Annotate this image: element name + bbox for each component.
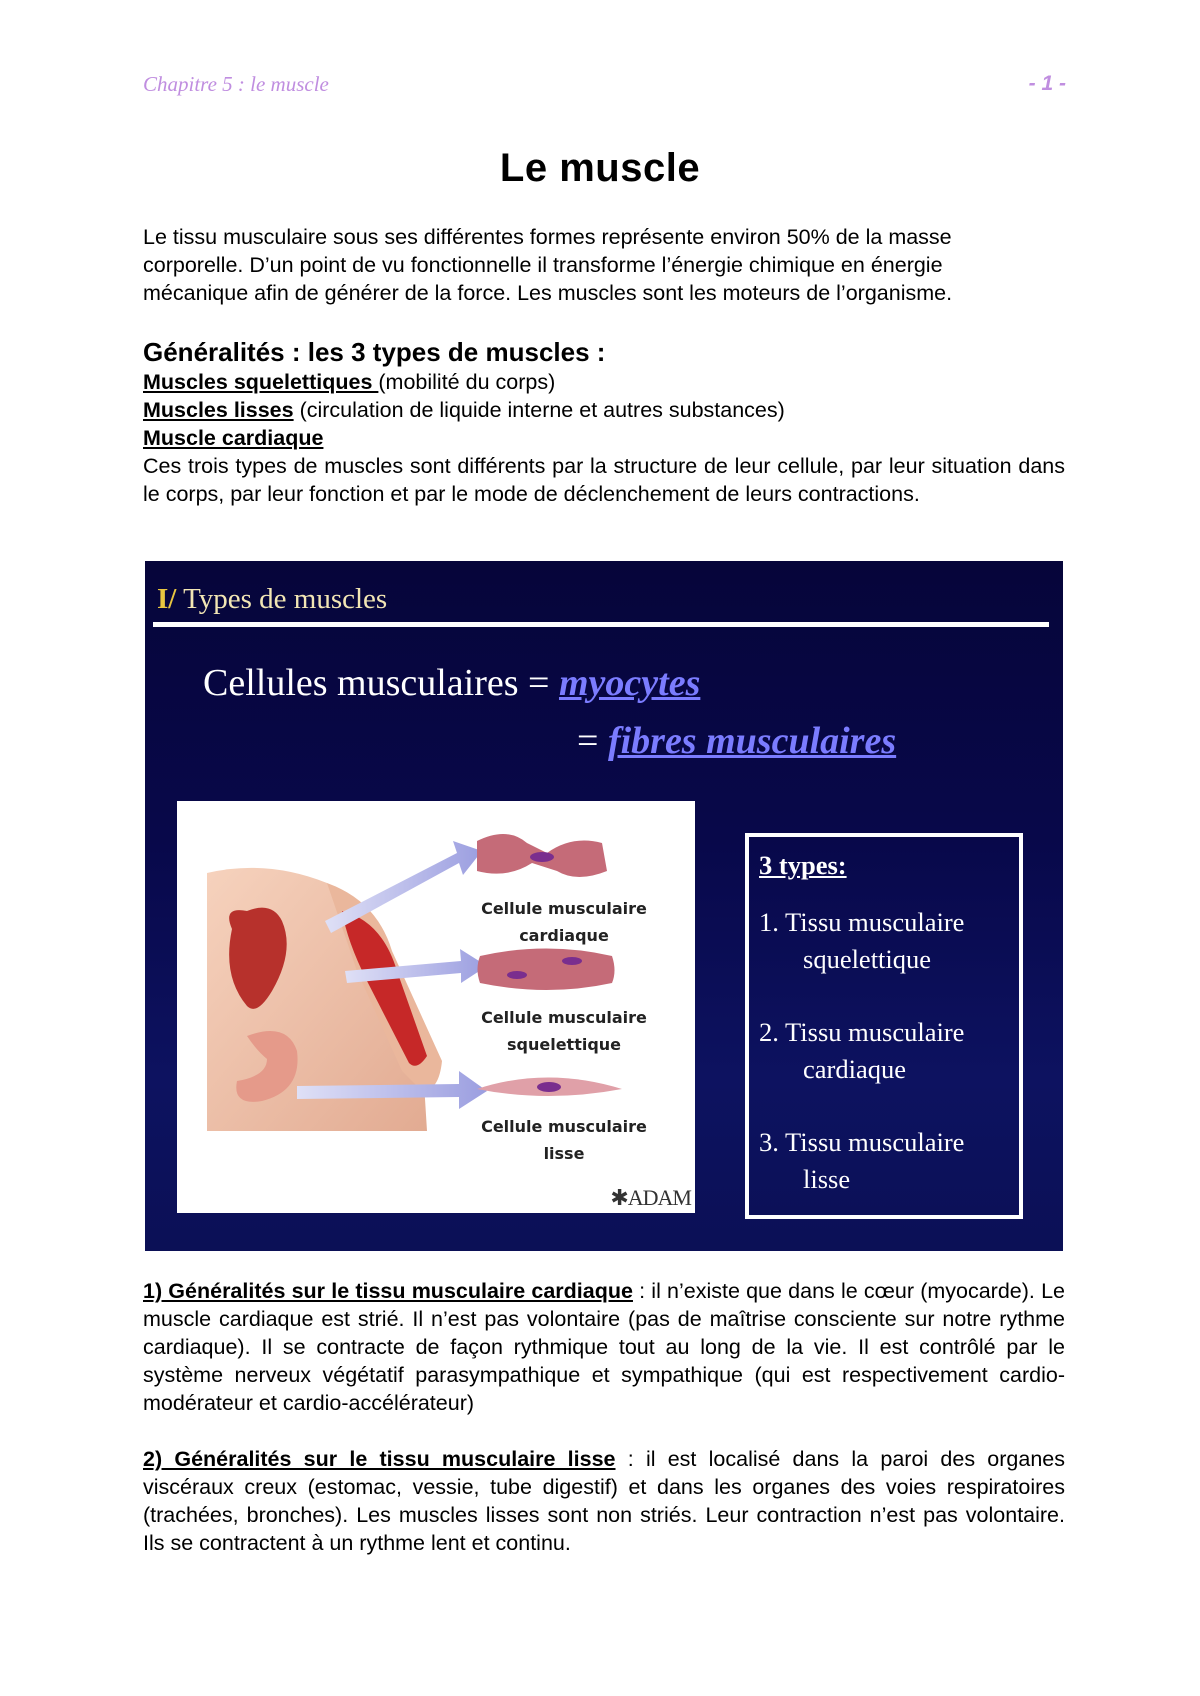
item-2-line-2: cardiaque <box>803 1054 906 1084</box>
slide-definition-line-1 <box>203 661 700 705</box>
muscle-types-list <box>143 368 1065 508</box>
label-smooth-cell <box>469 1113 659 1167</box>
intro-paragraph <box>143 223 1065 307</box>
chapter-label: Chapitre 5 : le muscle <box>143 72 329 96</box>
slide-line1-prefix: Cellules musculaires = <box>203 662 559 704</box>
skeletal-muscle-desc: (mobilité du corps) <box>378 370 556 394</box>
intro-line-2: corporelle. D’un point de vu fonctionnelle il transforme l’énergie chimique en énergie <box>143 253 943 277</box>
smooth-section-heading: 2) Généralités sur le tissu musculaire lisse <box>143 1447 616 1471</box>
smooth-section-text: : il est localisé dans la paroi des organes viscéraux creux (estomac, vessie, tube digestif) et dans les organes des voies respiratoires (trachées, bronches). Les muscles lisses sont non striés. Leur contraction n’est pas volontaire. Ils se contractent à un rythme lent et continu. <box>143 1447 1065 1555</box>
cardiac-section-text: : il n’existe que dans le cœur (myocarde). Le muscle cardiaque est strié. Il n’est pas volontaire (pas de maîtrise consciente sur notre rythme cardiaque). Il se contracte de façon rythmique tout au long de la vie. Il est contrôlé par le système nerveux végétatif parasympathique et sympathique (qui est respectivement cardio-modérateur et cardio-accélérateur) <box>143 1279 1065 1415</box>
slide-figure <box>145 561 1063 1251</box>
slide-title <box>157 583 387 616</box>
label-smooth-line-2: lisse <box>543 1144 585 1163</box>
cardiac-section-paragraph <box>143 1277 1065 1417</box>
skeletal-nucleus-1 <box>507 971 527 979</box>
skeletal-nucleus-2 <box>562 957 582 965</box>
types-box-title: 3 types: <box>759 850 847 880</box>
label-cardiac-line-2: cardiaque <box>519 926 609 945</box>
smooth-nucleus <box>537 1082 561 1092</box>
slide-definition-line-2 <box>577 719 896 763</box>
myocytes-term: myocytes <box>558 662 701 704</box>
label-skeletal-cell <box>469 1004 659 1058</box>
label-skeletal-line-2: squelettique <box>506 1035 622 1054</box>
fibres-term: fibres musculaires <box>607 720 897 762</box>
muscle-illustration <box>177 801 695 1213</box>
slide-title-text: Types de muscles <box>176 583 388 615</box>
label-cardiac-cell <box>469 895 659 949</box>
slide-divider <box>153 622 1049 627</box>
slide-title-roman: I/ <box>157 583 177 615</box>
item-3-line-2: lisse <box>803 1164 851 1194</box>
skeletal-muscle-label: Muscles squelettiques <box>143 370 379 394</box>
item-1-line-2: squelettique <box>803 944 932 974</box>
page-number: - 1 - <box>1028 72 1066 95</box>
label-smooth-line-1: Cellule musculaire <box>481 1117 647 1136</box>
item-1-line-1: 1. Tissu musculaire <box>759 907 965 937</box>
smooth-muscle-label: Muscles lisses <box>143 398 294 422</box>
cardiac-muscle-label: Muscle cardiaque <box>143 426 324 450</box>
slide-line2-prefix: = <box>577 720 608 762</box>
smooth-muscle-line <box>143 396 1065 424</box>
cardiac-muscle-line <box>143 424 1065 452</box>
intro-line-1: Le tissu musculaire sous ses différentes formes représente environ 50% de la masse <box>143 225 952 249</box>
adam-logo: ✱ADAM <box>610 1185 691 1210</box>
label-cardiac-line-1: Cellule musculaire <box>481 899 647 918</box>
types-box-item-2 <box>759 1014 1009 1088</box>
cardiac-nucleus <box>530 852 554 862</box>
generalites-heading: Généralités : les 3 types de muscles : <box>143 337 606 367</box>
three-types-box <box>745 833 1023 1219</box>
smooth-muscle-desc: (circulation de liquide interne et autres substances) <box>293 398 785 422</box>
page-title: Le muscle <box>499 146 701 190</box>
running-header <box>143 72 1066 102</box>
item-2-line-1: 2. Tissu musculaire <box>759 1017 965 1047</box>
types-box-item-1 <box>759 904 1009 978</box>
types-box-item-3 <box>759 1124 1009 1198</box>
cardiac-section-heading: 1) Généralités sur le tissu musculaire cardiaque <box>143 1279 633 1303</box>
label-skeletal-line-1: Cellule musculaire <box>481 1008 647 1027</box>
skeletal-muscle-line <box>143 368 1065 396</box>
item-3-line-1: 3. Tissu musculaire <box>759 1127 965 1157</box>
generalites-summary: Ces trois types de muscles sont différents par la structure de leur cellule, par leur situation dans le corps, par leur fonction et par le mode de déclenchement de leurs contractions. <box>143 454 1065 506</box>
arrow-to-cardiac <box>325 841 482 933</box>
intro-line-3: mécanique afin de générer de la force. Les muscles sont les moteurs de l’organisme. <box>143 281 953 305</box>
smooth-section-paragraph <box>143 1445 1065 1557</box>
skeletal-cell-drawing <box>478 949 615 991</box>
